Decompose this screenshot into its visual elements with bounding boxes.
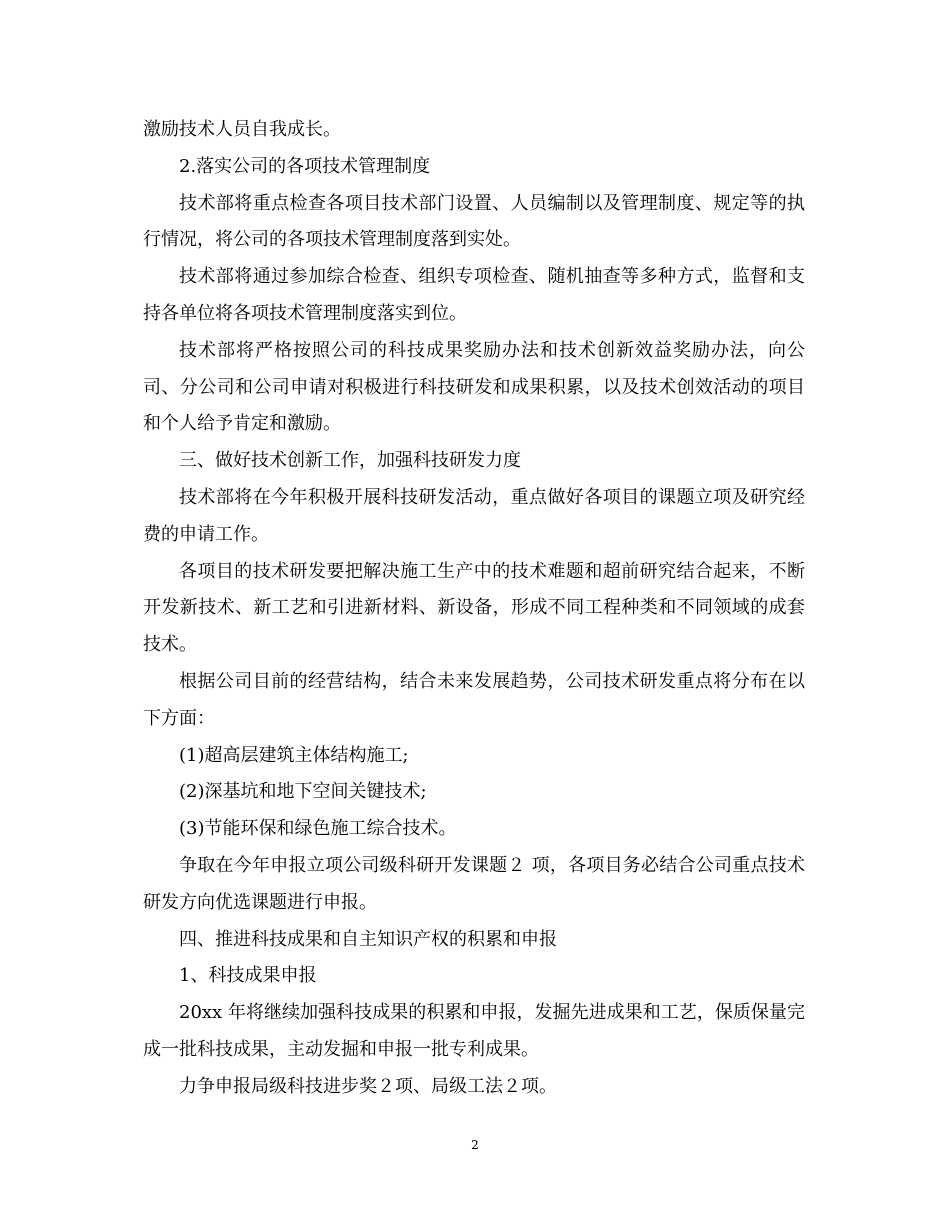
section-heading-2: 2.落实公司的各项技术管理制度 — [179, 155, 431, 177]
list-item: (1)超高层建筑主体结构施工; — [179, 744, 409, 766]
paragraph: 技术部将通过参加综合检查、组织专项检查、随机抽查等多种方式，监督和支持各单位将各项技术管理制度落实到位。 — [143, 266, 805, 324]
paragraph: 技术部将重点检查各项目技术部门设置、人员编制以及管理制度、规定等的执行情况，将公司的各项技术管理制度落到实处。 — [143, 192, 805, 251]
paragraph: 力争申报局级科技进步奖２项、局级工法２项。 — [179, 1075, 557, 1097]
list-item: (2)深基坑和地下空间关键技术; — [179, 781, 427, 803]
document-body — [143, 112, 805, 1106]
paragraph: 各项目的技术研发要把解决施工生产中的技术难题和超前研究结合起来，不断开发新技术、新工艺和引进新材料、新设备，形成不同工程种类和不同领域的成套技术。 — [143, 560, 805, 656]
paragraph: 技术部将严格按照公司的科技成果奖励办法和技术创新效益奖励办法，向公司、分公司和公司申请对积极进行科技研发和成果积累，以及技术创效活动的项目和个人给予肯定和激励。 — [143, 339, 805, 435]
section-heading-4: 四、推进科技成果和自主知识产权的积累和申报 — [179, 928, 557, 950]
subsection-heading: 1、科技成果申报 — [179, 965, 317, 987]
paragraph: 争取在今年申报立项公司级科研开发课题２ 项，各项目务必结合公司重点技术研发方向优选课题进行申报。 — [143, 854, 805, 913]
paragraph-continuation: 激励技术人员自我成长。 — [143, 119, 341, 140]
paragraph: 根据公司目前的经营结构，结合未来发展趋势，公司技术研发重点将分布在以下方面： — [143, 670, 805, 729]
paragraph: 技术部将在今年积极开展科技研发活动，重点做好各项目的课题立项及研究经费的申请工作。 — [143, 486, 805, 545]
page-number: 2 — [471, 1138, 479, 1152]
section-heading-3: 三、做好技术创新工作，加强科技研发力度 — [179, 450, 521, 472]
paragraph: 20xx 年将继续加强科技成果的积累和申报，发掘先进成果和工艺，保质保量完成一批科技成果，主动发掘和申报一批专利成果。 — [143, 1002, 805, 1060]
list-item: (3)节能环保和绿色施工综合技术。 — [179, 818, 457, 840]
